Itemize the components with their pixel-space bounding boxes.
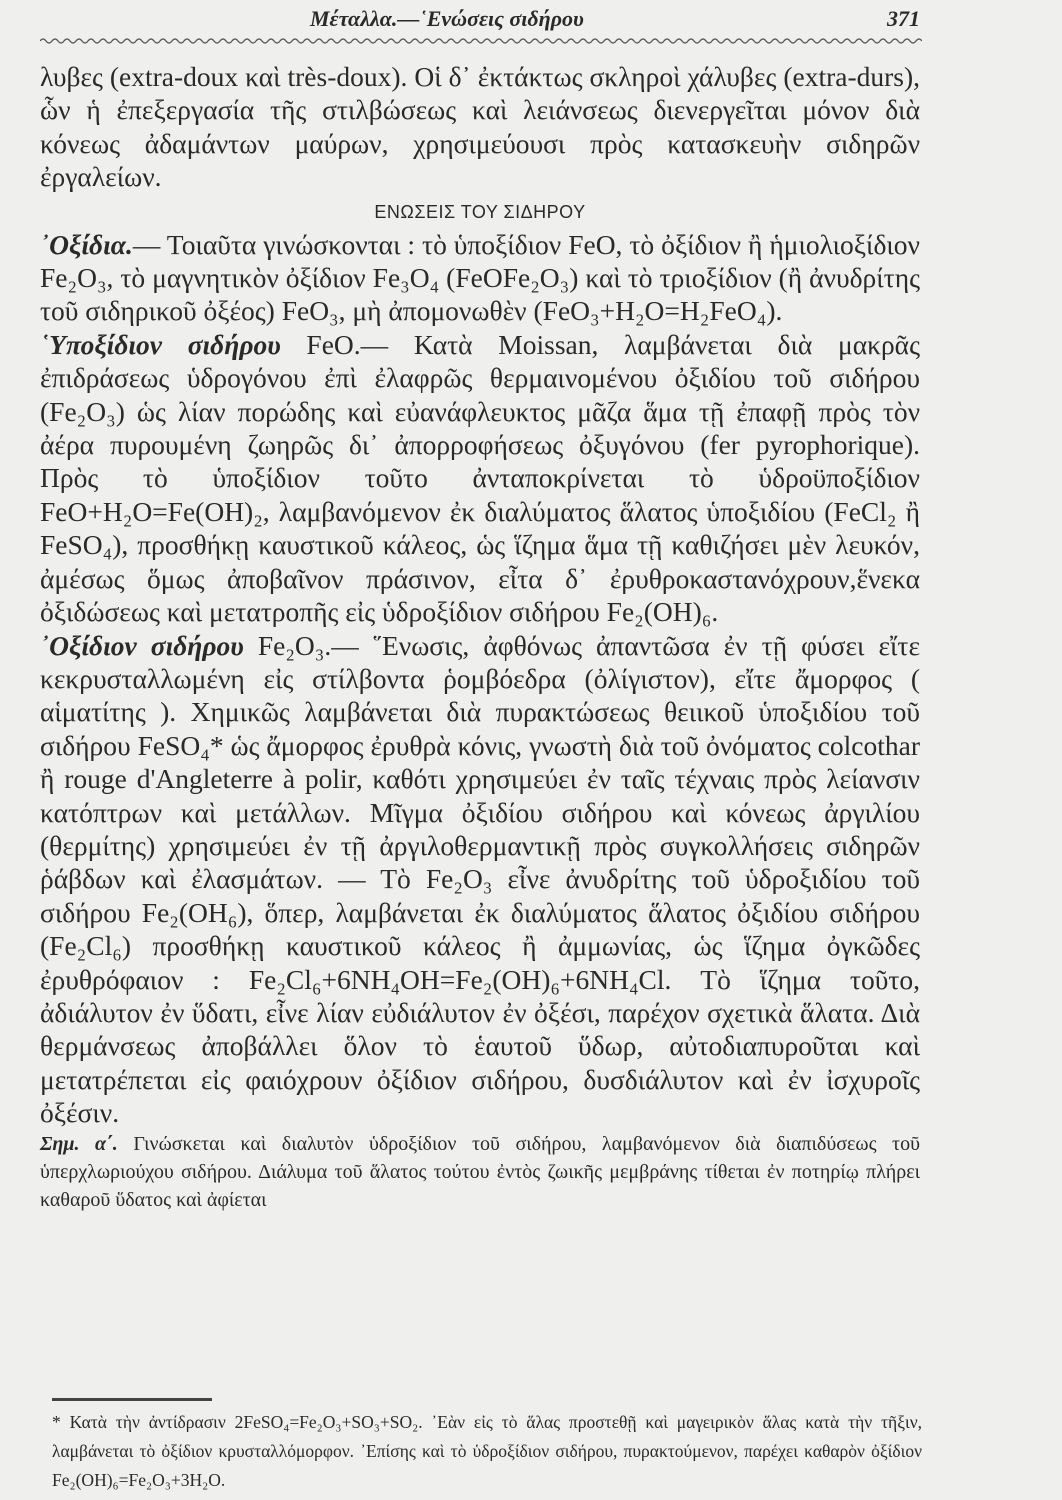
paragraph-iron-suboxide (40, 328, 920, 629)
footnote: * Κατὰ τὴν ἀντίδρασιν 2FeSO₄=Fe₂O₃+SO₃+SO₂. ᾿Εὰν εἰς τὸ ἅλας προστεθῇ καὶ μαγειρικὸν ἅλας κατὰ τὴν τῆξιν, λαμβάνεται τὸ ὀξίδιον κρυσταλλόμορφον. ᾿Επίσης καὶ τὸ ὑδροξίδιον σιδήρου, πυρακτούμενον, παρέχει καθαρὸν ὀξίδιον Fe₂(OH)₆=Fe₂O₃+3H₂O. (52, 1412, 922, 1490)
paragraph-oxides (40, 228, 920, 328)
text-iron-suboxide: FeO.— Κατὰ Moissan, λαμβάνεται διὰ μακρᾶς ἐπιδράσεως ὑδρογόνου ἐπὶ ἐλαφρῶς θερμαινομένου ὀξιδίου τοῦ σιδήρου (Fe₂O₃) ὡς λίαν πορώδης καὶ εὐανάφλευκτος μᾶζα ἅμα τῇ ἐπαφῇ πρὸς τὸν ἀέρα πυρουμένη ζωηρῶς δι᾿ ἀπορροφήσεως ὀξυγόνου (fer pyrophorique). Πρὸς τὸ ὑποξίδιον τοῦτο ἀνταποκρίνεται τὸ ὑδροϋποξίδιον FeO+H₂O=Fe(OH)₂, λαμβανόμενον ἐκ διαλύματος ἅλατος ὑποξιδίου (FeCl₂ ἢ FeSO₄), προσθήκῃ καυστικοῦ κάλεος, ὡς ἵζημα ἅμα τῇ καθιζήσει μὲν λευκόν, ἀμέσως ὅμως ἀποβαῖνον πράσινον, εἶτα δ᾿ ἐρυθροκαστανόχρουν,ἕνεκα ὀξιδώσεως καὶ μετατροπῆς εἰς ὑδροξίδιον σιδήρου Fe₂(OH)₆. (40, 328, 920, 628)
paragraph-iron-oxide (40, 629, 920, 1130)
running-header (40, 6, 920, 40)
main-text (40, 60, 920, 1214)
text-oxides: — Τοιαῦτα γινώσκονται : τὸ ὑποξίδιον FeO, τὸ ὀξίδιον ἢ ἡμιολιοξίδιον Fe₂O₃, τὸ μαγνητικὸν ὀξίδιον Fe₃O₄ (FeOFe₂O₃) καὶ τὸ τριοξίδιον (ἢ ἀνυδρίτης τοῦ σιδηρικοῦ ὀξέος) FeO₃, μὴ ἀπομονωθὲν (FeO₃+H₂O=H₂FeO₄). (40, 228, 920, 327)
wavy-rule (40, 36, 922, 46)
note-label: Σημ. α΄. (40, 1132, 118, 1155)
term-iron-suboxide: ῾Υποξίδιον σιδήρου (40, 328, 281, 360)
note-text: Γινώσκεται καὶ διαλυτὸν ὑδροξίδιον τοῦ σιδήρου, λαμβανόμενον διὰ διαπιδύσεως τοῦ ὑπερχλωριούχου σιδήρου. Διάλυμα τοῦ ἅλατος τούτου ἐντὸς ζωικῆς μεμβράνης τίθεται ἐν ποτηρίῳ πλήρει καθαροῦ ὕδατος καὶ ἀφίεται (40, 1132, 920, 1211)
text-iron-oxide: Fe₂O₃.— ῞Ενωσις, ἀφθόνως ἀπαντῶσα ἐν τῇ φύσει εἴτε κεκρυσταλλωμένη εἰς στίλβοντα ῥομβόεδρα (ὀλίγιστον), εἴτε ἄμορφος ( αἱματίτης ). Χημικῶς λαμβάνεται διὰ πυρακτώσεως θειικοῦ ὑποξιδίου τοῦ σιδήρου FeSO₄* ὡς ἄμορφος ἐρυθρὰ κόνις, γνωστὴ διὰ τοῦ ὀνόματος colcothar ἢ rouge d'Angleterre à polir, καθότι χρησιμεύει ἐν ταῖς τέχναις πρὸς λείανσιν κατόπτρων καὶ μετάλλων. Μῖγμα ὀξιδίου σιδήρου καὶ κόνεως ἀργιλίου (θερμίτης) χρησιμεύει ἐν τῇ ἀργιλοθερμαντικῇ πρὸς συγκολλήσεις σιδηρῶν ῥάβδων καὶ ἐλασμάτων. — Τὸ Fe₂O₃ εἶνε ἀνυδρίτης τοῦ ὑδροξιδίου τοῦ σιδήρου Fe₂(OH₆), ὅπερ, λαμβάνεται ἐκ διαλύματος ἅλατος ὀξιδίου σιδήρου (Fe₂Cl₆) προσθήκῃ καυστικοῦ κάλεος ἢ ἀμμωνίας, ὡς ἵζημα ὀγκῶδες ἐρυθρόφαιον : Fe₂Cl₆+6NH₄OH=Fe₂(OH)₆+6NH₄Cl. Τὸ ἵζημα τοῦτο, ἀδιάλυτον ἐν ὕδατι, εἶνε λίαν εὐδιάλυτον ἐν ὀξέσι, παρέχον σχετικὰ ἅλατα. Διὰ θερμάνσεως ἀποβάλλει ὅλον τὸ ἑαυτοῦ ὕδωρ, αὐτοδιαπυροῦται καὶ μετατρέπεται εἰς φαιόχρουν ὀξίδιον σιδήρου, δυσδιάλυτον καὶ ἐν ἰσχυροῖς ὀξέσιν. (40, 629, 920, 1129)
footnote-rule (52, 1398, 212, 1401)
running-title: Μέταλλα.—῾Ενώσεις σιδήρου (310, 6, 584, 31)
section-heading: ΕΝΩΣΕΙΣ ΤΟΥ ΣΙΔΗΡΟΥ (374, 201, 586, 222)
paragraph-continuation: λυβες (extra-doux καὶ très-doux). Οἱ δ᾿ ἐκτάκτως σκληροὶ χάλυβες (extra-durs), ὧν ἡ ἐπεξεργασία τῆς στιλβώσεως καὶ λειάνσεως διενεργεῖται μόνον διὰ κόνεως ἀδαμάντων μαύρων, χρησιμεύουσι πρὸς κατασκευὴν σιδηρῶν ἐργαλείων. (40, 61, 920, 193)
note-paragraph (40, 1130, 920, 1214)
term-oxides: ᾿Οξίδια. (40, 228, 133, 260)
page-number: 371 (887, 6, 920, 31)
term-iron-oxide: ᾿Οξίδιον σιδήρου (40, 629, 244, 661)
